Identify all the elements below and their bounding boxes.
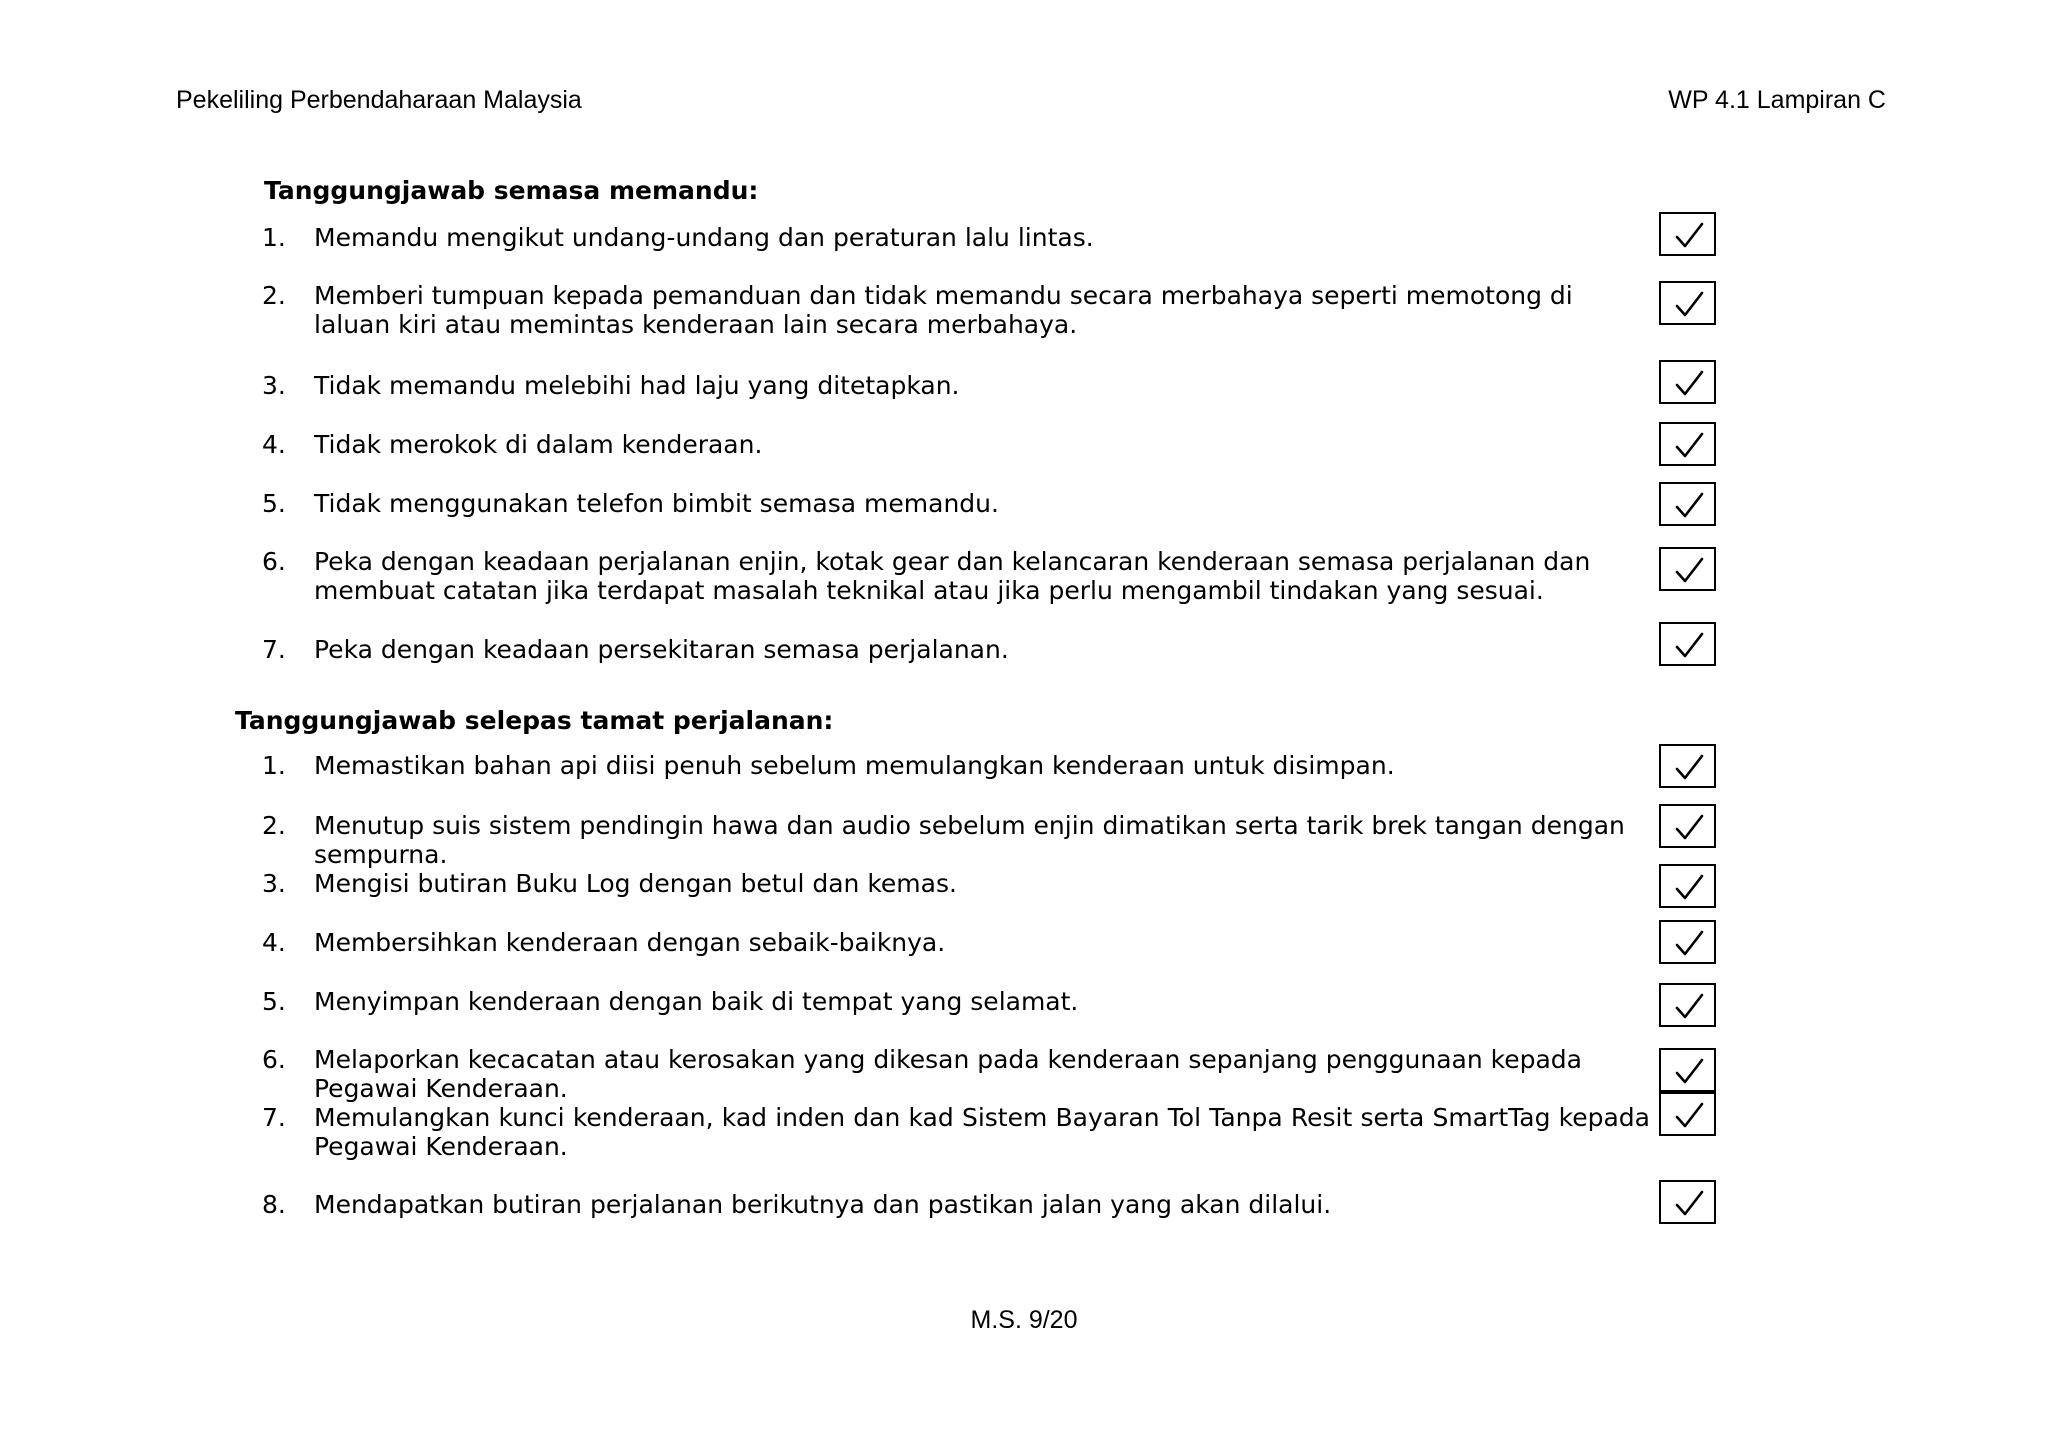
item-text: Mendapatkan butiran perjalanan berikutnya dan pastikan jalan yang akan dilalui. (314, 1190, 1332, 1219)
item-text: Memulangkan kunci kenderaan, kad inden dan kad Sistem Bayaran Tol Tanpa Resit serta SmartTag kepada Pegawai Kenderaan. (314, 1103, 1650, 1161)
item-text: Tidak menggunakan telefon bimbit semasa memandu. (314, 489, 999, 518)
item-text: Tidak merokok di dalam kenderaan. (314, 430, 763, 459)
checkmark-icon (1661, 1182, 1714, 1222)
item-number: 2. (262, 281, 286, 310)
item-number: 3. (262, 869, 286, 898)
checkbox[interactable] (1659, 983, 1716, 1027)
item-number: 3. (262, 371, 286, 400)
checkbox[interactable] (1659, 1092, 1716, 1136)
checkbox[interactable] (1659, 422, 1716, 466)
item-number: 1. (262, 751, 286, 780)
list-item (262, 928, 1650, 957)
item-number: 7. (262, 1103, 286, 1132)
checkbox[interactable] (1659, 920, 1716, 964)
item-text: Tidak memandu melebihi had laju yang ditetapkan. (314, 371, 960, 400)
list-item (262, 1103, 1650, 1161)
checkbox[interactable] (1659, 281, 1716, 325)
checkmark-icon (1661, 484, 1714, 524)
item-text: Menutup suis sistem pendingin hawa dan audio sebelum enjin dimatikan serta tarik brek tangan dengan sempurna. (314, 811, 1625, 869)
checkbox[interactable] (1659, 482, 1716, 526)
checkmark-icon (1661, 214, 1714, 254)
header-right: WP 4.1 Lampiran C (1668, 86, 1886, 114)
item-text: Memastikan bahan api diisi penuh sebelum memulangkan kenderaan untuk disimpan. (314, 751, 1395, 780)
checkmark-icon (1661, 866, 1714, 906)
checkbox[interactable] (1659, 1180, 1716, 1224)
list-item (262, 547, 1650, 605)
checkbox[interactable] (1659, 547, 1716, 591)
item-number: 5. (262, 987, 286, 1016)
checkbox[interactable] (1659, 622, 1716, 666)
checkmark-icon (1661, 283, 1714, 323)
checkmark-icon (1661, 1050, 1714, 1090)
checkmark-icon (1661, 922, 1714, 962)
item-number: 2. (262, 811, 286, 840)
list-item (262, 811, 1650, 869)
checkbox[interactable] (1659, 212, 1716, 256)
checkbox[interactable] (1659, 360, 1716, 404)
checkbox[interactable] (1659, 804, 1716, 848)
checkmark-icon (1661, 549, 1714, 589)
list-item (262, 751, 1650, 780)
item-text: Melaporkan kecacatan atau kerosakan yang dikesan pada kenderaan sepanjang penggunaan kepada Pegawai Kenderaan. (314, 1045, 1582, 1103)
checkmark-icon (1661, 624, 1714, 664)
checkmark-icon (1661, 362, 1714, 402)
checkmark-icon (1661, 746, 1714, 786)
item-text: Mengisi butiran Buku Log dengan betul dan kemas. (314, 869, 957, 898)
section-title-after-trip: Tanggungjawab selepas tamat perjalanan: (235, 706, 834, 735)
list-item (262, 869, 1650, 898)
item-number: 8. (262, 1190, 286, 1219)
item-text: Memberi tumpuan kepada pemanduan dan tidak memandu secara merbahaya seperti memotong di laluan kiri atau memintas kenderaan lain secara merbahaya. (314, 281, 1573, 339)
list-item (262, 223, 1650, 252)
list-item (262, 430, 1650, 459)
checkmark-icon (1661, 806, 1714, 846)
list-item (262, 1045, 1650, 1103)
checkbox[interactable] (1659, 744, 1716, 788)
checkmark-icon (1661, 1094, 1714, 1134)
list-item (262, 1190, 1650, 1219)
checkmark-icon (1661, 424, 1714, 464)
item-text: Peka dengan keadaan persekitaran semasa perjalanan. (314, 635, 1009, 664)
item-number: 6. (262, 547, 286, 576)
item-number: 5. (262, 489, 286, 518)
page-number: M.S. 9/20 (970, 1306, 1078, 1334)
list-item (262, 371, 1650, 400)
item-text: Memandu mengikut undang-undang dan peraturan lalu lintas. (314, 223, 1094, 252)
item-number: 1. (262, 223, 286, 252)
item-number: 4. (262, 430, 286, 459)
item-text: Menyimpan kenderaan dengan baik di tempat yang selamat. (314, 987, 1079, 1016)
item-number: 7. (262, 635, 286, 664)
list-item (262, 281, 1650, 339)
item-text: Peka dengan keadaan perjalanan enjin, kotak gear dan kelancaran kenderaan semasa perjalanan dan membuat catatan jika terdapat masalah teknikal atau jika perlu mengambil tindakan yang sesuai. (314, 547, 1591, 605)
checkbox[interactable] (1659, 1048, 1716, 1092)
item-text: Membersihkan kenderaan dengan sebaik-baiknya. (314, 928, 946, 957)
item-number: 6. (262, 1045, 286, 1074)
header-left: Pekeliling Perbendaharaan Malaysia (176, 86, 582, 114)
item-number: 4. (262, 928, 286, 957)
checkmark-icon (1661, 985, 1714, 1025)
list-item (262, 635, 1650, 664)
list-item (262, 987, 1650, 1016)
section-title-during-driving: Tanggungjawab semasa memandu: (264, 176, 759, 205)
checkbox[interactable] (1659, 864, 1716, 908)
list-item (262, 489, 1650, 518)
